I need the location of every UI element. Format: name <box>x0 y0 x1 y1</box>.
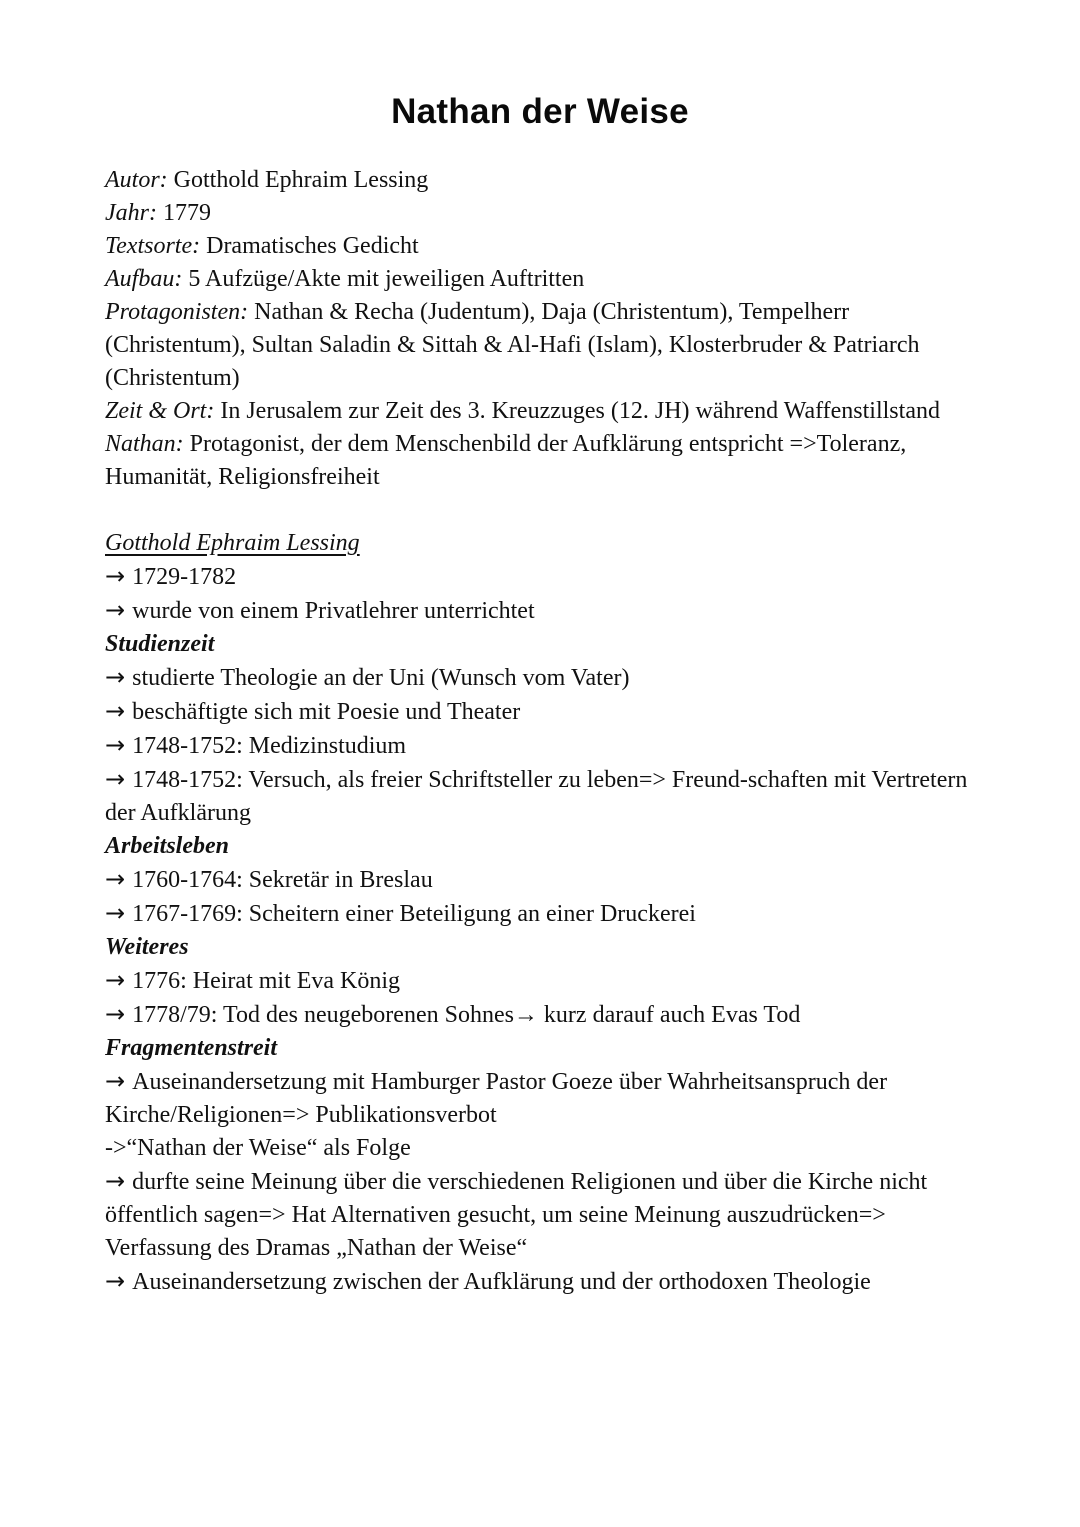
meta-label: Nathan: <box>105 431 184 457</box>
bullet-text: wurde von einem Privatlehrer unterrichtet <box>132 598 535 624</box>
bullet-text: Auseinandersetzung zwischen der Aufklärung und der orthodoxen Theologie <box>132 1269 871 1295</box>
bullet-text: studierte Theologie an der Uni (Wunsch vom Vater) <box>132 665 630 691</box>
bullet-line <box>105 1265 975 1299</box>
bullet-line <box>105 661 975 695</box>
bullet-text: 1748-1752: Versuch, als freier Schriftsteller zu leben=> Freund-schaften mit Vertretern der Aufklärung <box>105 767 968 826</box>
meta-line <box>105 296 975 395</box>
meta-label: Textsorte: <box>105 233 201 259</box>
arrow-icon: → <box>105 1000 126 1028</box>
meta-text: Protagonist, der dem Menschenbild der Aufklärung entspricht =>Toleranz, Humanität, Religionsfreiheit <box>105 431 907 490</box>
arrow-icon: → <box>105 731 126 759</box>
bullet-text: beschäftigte sich mit Poesie und Theater <box>132 699 521 725</box>
section-heading: Gotthold Ephraim Lessing <box>105 530 360 556</box>
meta-text: Gotthold Ephraim Lessing <box>173 167 429 193</box>
document-title: Nathan der Weise <box>391 92 689 131</box>
bullet-text: 1778/79: Tod des neugeborenen Sohnes→ kurz darauf auch Evas Tod <box>132 1002 801 1028</box>
blank-line <box>105 494 975 527</box>
bullet-line <box>105 560 975 594</box>
document-body <box>105 164 975 1299</box>
bullet-text: 1767-1769: Scheitern einer Beteiligung an einer Druckerei <box>132 901 696 927</box>
meta-text: Nathan & Recha (Judentum), Daja (Christentum), Tempelherr (Christentum), Sultan Saladin & Sittah & Al-Hafi (Islam), Klosterbruder & Patriarch (Christentum) <box>105 299 920 391</box>
bullet-text: 1760-1764: Sekretär in Breslau <box>132 867 433 893</box>
meta-text: 1779 <box>162 200 211 226</box>
bullet-text: durfte seine Meinung über die verschiedenen Religionen und über die Kirche nicht öffentlich sagen=> Hat Alternativen gesucht, um seine Meinung auszudrücken=> Verfassung des Dramas „Nathan der Weise“ <box>105 1169 928 1261</box>
bullet-line <box>105 897 975 931</box>
arrow-icon: → <box>105 596 126 624</box>
bullet-line <box>105 863 975 897</box>
meta-text: 5 Aufzüge/Akte mit jeweiligen Auftritten <box>188 266 585 292</box>
bullet-line <box>105 729 975 763</box>
meta-text: In Jerusalem zur Zeit des 3. Kreuzzuges (12. JH) während Waffenstillstand <box>220 398 940 424</box>
arrow-icon: → <box>105 966 126 994</box>
subheading: Fragmentenstreit <box>105 1035 278 1061</box>
bullet-text: 1748-1752: Medizinstudium <box>132 733 407 759</box>
meta-line <box>105 197 975 230</box>
bullet-text: 1776: Heirat mit Eva König <box>132 968 401 994</box>
meta-label: Jahr: <box>105 200 157 226</box>
meta-line <box>105 230 975 263</box>
bullet-line <box>105 763 975 830</box>
arrow-icon: → <box>105 663 126 691</box>
subheading: Studienzeit <box>105 631 215 657</box>
bullet-line <box>105 594 975 628</box>
arrow-icon: → <box>105 1067 126 1095</box>
meta-line <box>105 263 975 296</box>
meta-label: Protagonisten: <box>105 299 249 325</box>
indented-line: ->“Nathan der Weise“ als Folge <box>105 1135 411 1161</box>
arrow-icon: → <box>105 865 126 893</box>
bullet-text: 1729-1782 <box>132 564 237 590</box>
meta-line <box>105 164 975 197</box>
meta-line <box>105 428 975 494</box>
arrow-icon: → <box>105 1167 126 1195</box>
meta-label: Zeit & Ort: <box>105 398 215 424</box>
bullet-line <box>105 998 975 1032</box>
meta-text: Dramatisches Gedicht <box>206 233 419 259</box>
bullet-line <box>105 1065 975 1132</box>
meta-label: Autor: <box>105 167 168 193</box>
arrow-icon: → <box>105 562 126 590</box>
subheading: Arbeitsleben <box>105 833 229 859</box>
meta-line <box>105 395 975 428</box>
bullet-line <box>105 1165 975 1265</box>
bullet-line <box>105 695 975 729</box>
meta-label: Aufbau: <box>105 266 183 292</box>
arrow-icon: → <box>105 765 126 793</box>
bullet-text: Auseinandersetzung mit Hamburger Pastor Goeze über Wahrheitsanspruch der Kirche/Religionen=> Publikationsverbot <box>105 1069 888 1128</box>
arrow-icon: → <box>105 899 126 927</box>
arrow-icon: → <box>105 697 126 725</box>
bullet-line <box>105 964 975 998</box>
arrow-icon: → <box>105 1267 126 1295</box>
subheading: Weiteres <box>105 934 189 960</box>
